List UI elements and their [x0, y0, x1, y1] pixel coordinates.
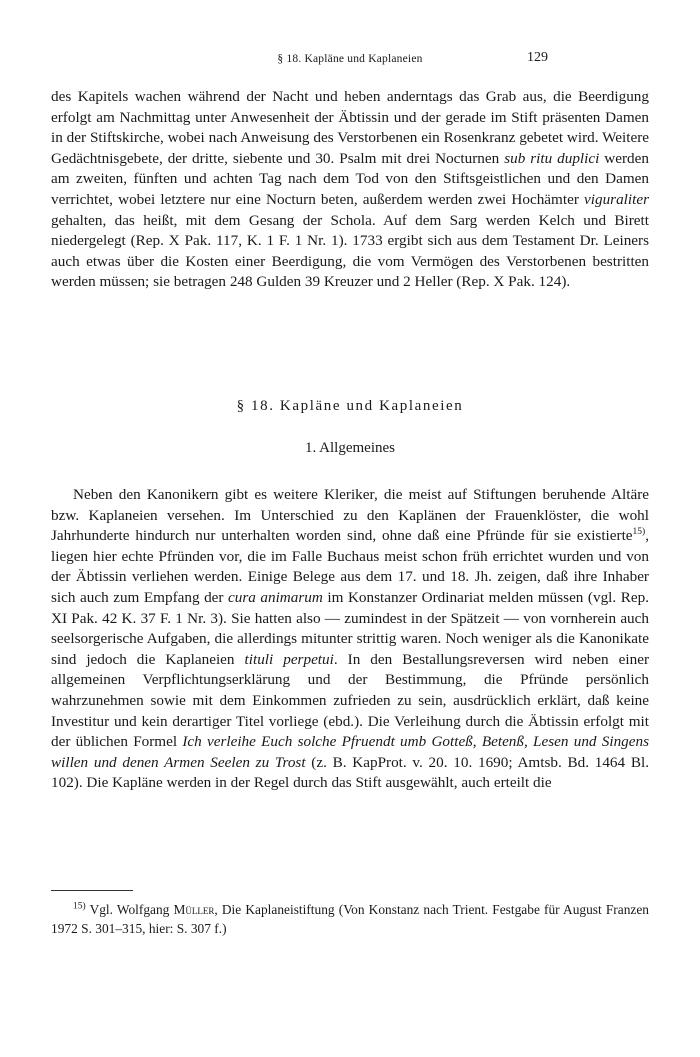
text-run: . In den Bestallungsreversen wird neben einer allgemeinen Verpflichtungserklärung und der Bestimmung, die Pfründe persönlich wahrzunehmen sowie mit dem Einkommen zufrieden zu sein, ausdrücklich erklärt, daß keine Investitur und kein derartiger Titel vorliege (ebd.). Die Verleihung durch die Äbtissin erfolgt mit der üblichen Formel [51, 650, 650, 751]
footnote [51, 901, 649, 938]
latin-phrase: cura animarum [228, 588, 323, 606]
latin-phrase: viguraliter [584, 190, 649, 208]
latin-phrase: tituli perpetui [244, 650, 334, 668]
running-title: § 18. Kapläne und Kaplaneien [277, 53, 423, 65]
quoted-formula: Ich verleihe Euch solche Pfruendt umb Gotteß, Betenß, Lesen und Singens willen und denen Armen Seelen zu Trost [51, 733, 650, 771]
footnote-divider [51, 890, 133, 891]
text-run: im Konstanzer Ordinariat melden müssen (vgl. Rep. XI Pak. 42 K. 37 F. 1 Nr. 3). Sie hatten also — zumindest in der Spätzeit — von vornherein auch seelsorgerische Aufgaben, die allerdings mitunter strittig waren. Noch weniger als die Kanonikate sind jedoch die Kaplaneien [51, 588, 649, 668]
latin-phrase: sub ritu duplici [504, 149, 600, 167]
text-run: (z. B. KapProt. v. 20. 10. 1690; Amtsb. Bd. 1464 Bl. 102). Die Kapläne werden in der Regel durch das Stift ausgewählt, auch erteilt die [51, 753, 649, 792]
footnote-marker: 15) [73, 901, 86, 912]
footnote-text: Vgl. Wolfgang [85, 902, 174, 917]
paragraph-text [51, 87, 649, 293]
body-paragraph [51, 485, 649, 794]
continued-paragraph [51, 87, 649, 293]
text-run: Neben den Kanonikern gibt es weitere Kleriker, die meist auf Stiftungen beruhende Altäre bzw. Kaplaneien versehen. Im Unterschied zu den Kaplänen der Frauenklöster, die wohl Jahrhunderte hindurch nur unterhalten worden sind, ohne daß eine Pfründe für sie existierte [51, 486, 649, 545]
text-run: des Kapitels wachen während der Nacht und heben anderntags das Grab aus, die Beerdigung erfolgt am Nachmittag unter Anwesenheit der Äbtissin und der gerade im Stift präsenten Damen in der Stiftskirche, wobei nach Anweisung des Verstorbenen ein Rosenkranz gebetet wird. Weitere Gedächtnisgebete, der dritte, siebente und 30. Psalm mit drei Nocturnen [51, 88, 649, 167]
page-number: 129 [527, 50, 548, 65]
footnote-reference[interactable]: 15) [632, 527, 646, 538]
section-heading: § 18. Kapläne und Kaplaneien [236, 398, 464, 414]
text-run: werden am zweiten, fünften und achten Tag nach dem Tod von den Stiftsgeistlichen und den Damen verrichtet, wobei letztere nur eine Nocturn beten, außerdem werden zwei Hochämter [51, 149, 649, 208]
paragraph-text [51, 485, 649, 794]
running-header [0, 50, 700, 70]
subsection-heading: 1. Allgemeines [305, 440, 395, 456]
text-run: , liegen hier echte Pfründen vor, die im Falle Buchaus meist schon früh errichtet wurden und von der Äbtissin verliehen werden. Einige Belege aus dem 17. und 18. Jh. zeigen, daß ihre Inhaber sich auch zum Empfang der [51, 527, 649, 606]
footnote-text: , Die Kaplaneistiftung (Von Konstanz nach Trient. Festgabe für August Franzen 1972 S. 301–315, hier: S. 307 f.) [51, 902, 649, 936]
footnote-author: Müller [173, 902, 215, 917]
text-run: gehalten, das heißt, mit dem Gesang der Schola. Auf dem Sarg werden Kelch und Birett niedergelegt (Rep. X Pak. 117, K. 1 F. 1 Nr. 1). 1733 ergibt sich aus dem Testament Dr. Leiners auch etwas über die Kosten einer Beerdigung, die vom Vermögen des Verstorbenen bestritten werden müssen; sie betragen 248 Gulden 39 Kreuzer und 2 Heller (Rep. X Pak. 124). [51, 211, 649, 291]
